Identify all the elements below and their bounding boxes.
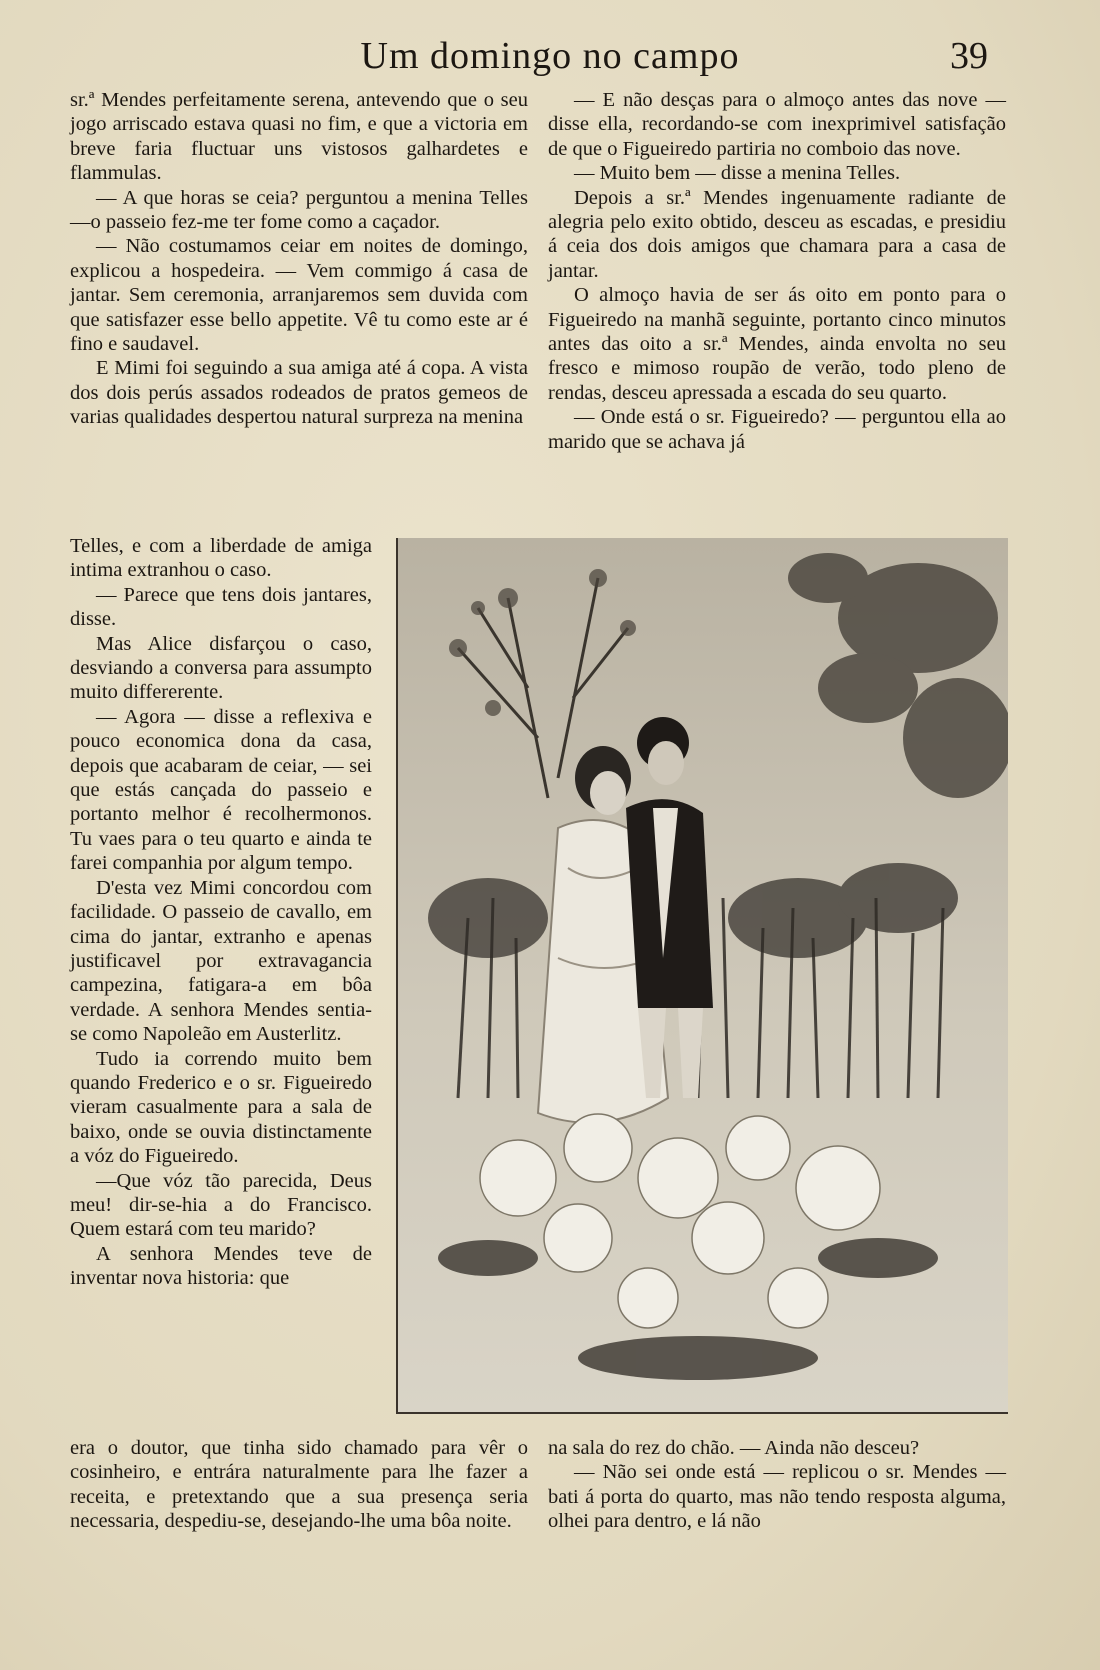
paragraph: Depois a sr.ª Mendes ingenuamente radiante de alegria pelo exito obtido, desceu as escadas, e presidiu á ceia dos dois amigos que chamara para a casa de jantar.: [548, 186, 1006, 282]
paragraph: Tudo ia correndo muito bem quando Frederico e o sr. Figueiredo vieram casualmente para a sala de baixo, onde se ouvia distinctamente a vóz do Figueiredo.: [70, 1047, 372, 1168]
paragraph: — Onde está o sr. Figueiredo? — perguntou ella ao marido que se achava já: [548, 406, 1006, 453]
paragraph: na sala do rez do chão. — Ainda não desceu?: [548, 1437, 920, 1459]
paragraph: — Não sei onde está — replicou o sr. Mendes — bati á porta do quarto, mas não tendo resposta alguma, olhei para dentro, e lá não: [548, 1461, 1006, 1533]
left-column-top: [70, 88, 528, 430]
paragraph: D'esta vez Mimi concordou com facilidade. O passeio de cavallo, em cima do jantar, extranho e apenas justificavel por extravagancia campezina, fatigara-a em bôa verdade. A senhora Mendes sentia-se como Napoleão em Austerlitz.: [70, 876, 372, 1046]
paragraph: A senhora Mendes teve de inventar nova historia: que: [70, 1242, 372, 1290]
paragraph: — Muito bem — disse a menina Telles.: [574, 162, 901, 185]
paragraph: — A que horas se ceia? perguntou a menina Telles—o passeio fez-me ter fome como a caçador.: [70, 186, 528, 234]
left-column-bottom: [70, 1436, 528, 1534]
paragraph: Mas Alice disfarçou o caso, desviando a conversa para assumpto muito differerente.: [70, 632, 372, 704]
paragraph: O almoço havia de ser ás oito em ponto para o Figueiredo na manhã seguinte, portanto cinco minutos antes das oito a sr.ª Mendes, ainda envolta no seu fresco e mimoso roupão de verão, todo pleno de rendas, desceu apressada a escada do seu quarto.: [548, 284, 1006, 404]
paragraph: Telles, e com a liberdade de amiga intima extranhou o caso.: [70, 535, 372, 582]
right-column-bottom: [548, 1436, 1006, 1534]
paragraph: — E não desças para o almoço antes das nove — disse ella, recordando-se com inexprimivel satisfação de que o Figueiredo partiria no comboio das nove.: [548, 89, 1006, 160]
running-title: Um domingo no campo: [360, 35, 740, 77]
paragraph: — Não costumamos ceiar em noites de domingo, explicou a hospedeira. — Vem commigo á casa de jantar. Sem ceremonia, arranjaremos sem duvida com que satisfazer esse bello appetite. Vê tu como este ar é fino e saudavel.: [70, 235, 528, 356]
illustration-drawing: [398, 538, 1008, 1412]
paragraph: sr.ª Mendes perfeitamente serena, antevendo que o seu jogo arriscado estava quasi no fim, e que a victoria em breve faria fluctuar uns vistosos galhardetes e flammulas.: [70, 89, 528, 185]
illustration-couple-in-garden: [396, 538, 1008, 1414]
page-number: 39: [950, 35, 988, 77]
right-column-top: [548, 88, 1006, 454]
paragraph: — Parece que tens dois jantares, disse.: [70, 583, 372, 631]
paragraph: —Que vóz tão parecida, Deus meu! dir-se-hia a do Francisco. Quem estará com teu marido?: [70, 1169, 372, 1241]
left-column-narrow: [70, 534, 372, 1291]
paragraph: era o doutor, que tinha sido chamado para vêr o cosinheiro, e entrára naturalmente para lhe fazer a receita, e pretextando que a sua presença seria necessaria, despediu-se, desejando-lhe uma bôa noite.: [70, 1437, 528, 1533]
paragraph: E Mimi foi seguindo a sua amiga até á copa. A vista dos dois perús assados rodeados de pratos gemeos de varias qualidades despertou natural surpreza na menina: [70, 357, 528, 429]
paragraph: — Agora — disse a reflexiva e pouco economica dona da casa, depois que acabaram de ceiar, — sei que estás cançada do passeio e portanto melhor é recolhermonos. Tu vaes para o teu quarto e ainda te farei companhia por algum tempo.: [70, 705, 372, 875]
